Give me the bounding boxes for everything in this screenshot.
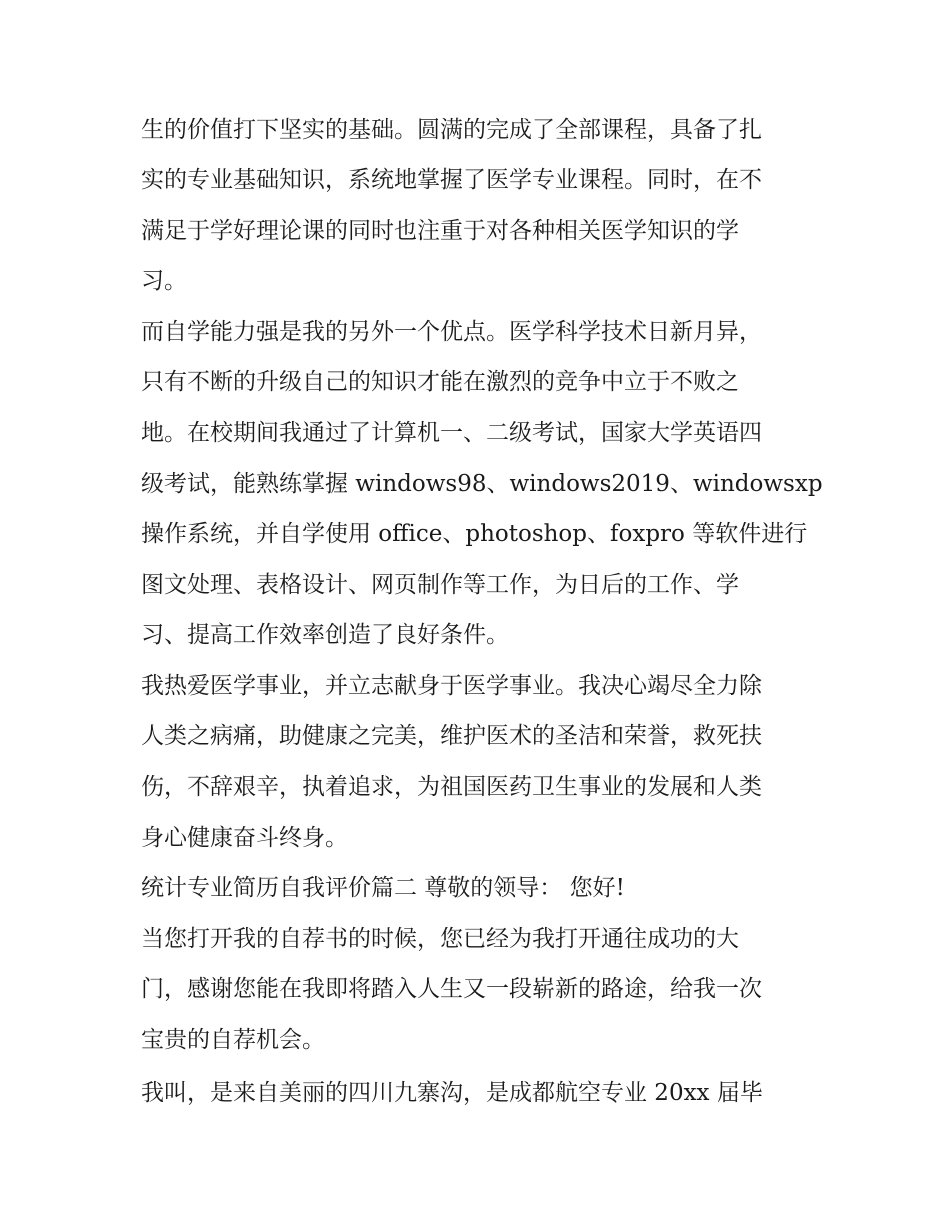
text-line: 习、提高工作效率创造了良好条件。 <box>141 622 509 648</box>
text-line: 实的专业基础知识，系统地掌握了医学专业课程。同时，在不 <box>141 167 762 193</box>
section-heading: 统计专业简历自我评价篇二 尊敬的领导： 您好! <box>141 875 625 901</box>
text-line: 满足于学好理论课的同时也注重于对各种相关医学知识的学 <box>141 218 739 244</box>
text-line: 伤，不辞艰辛，执着追求，为祖国医药卫生事业的发展和人类 <box>141 774 762 800</box>
text-line: 宝贵的自荐机会。 <box>141 1027 325 1053</box>
text-line: 门，感谢您能在我即将踏入人生又一段崭新的路途，给我一次 <box>141 976 762 1002</box>
text-line: 我热爱医学事业，并立志献身于医学事业。我决心竭尽全力除 <box>141 673 762 699</box>
text-line: 当您打开我的自荐书的时候，您已经为我打开通往成功的大 <box>141 926 739 952</box>
text-line: 只有不断的升级自己的知识才能在激烈的竞争中立于不败之 <box>141 369 739 395</box>
text-line: 身心健康奋斗终身。 <box>141 825 348 851</box>
text-line: 而自学能力强是我的另外一个优点。医学科学技术日新月异， <box>141 319 762 345</box>
text-line: 我叫，是来自美丽的四川九寨沟，是成都航空专业 20xx 届毕 <box>141 1080 763 1106</box>
text-line: 级考试，能熟练掌握 windows98、windows2019、windowsxp <box>141 471 823 497</box>
text-line: 生的价值打下坚实的基础。圆满的完成了全部课程，具备了扎 <box>141 117 762 143</box>
text-line: 习。 <box>141 268 187 294</box>
text-line: 地。在校期间我通过了计算机一、二级考试，国家大学英语四 <box>141 420 762 446</box>
text-line: 图文处理、表格设计、网页制作等工作，为日后的工作、学 <box>141 572 739 598</box>
text-line: 操作系统，并自学使用 office、photoshop、foxpro 等软件进行 <box>141 521 808 547</box>
text-line: 人类之病痛，助健康之完美，维护医术的圣洁和荣誉，救死扶 <box>141 723 762 749</box>
